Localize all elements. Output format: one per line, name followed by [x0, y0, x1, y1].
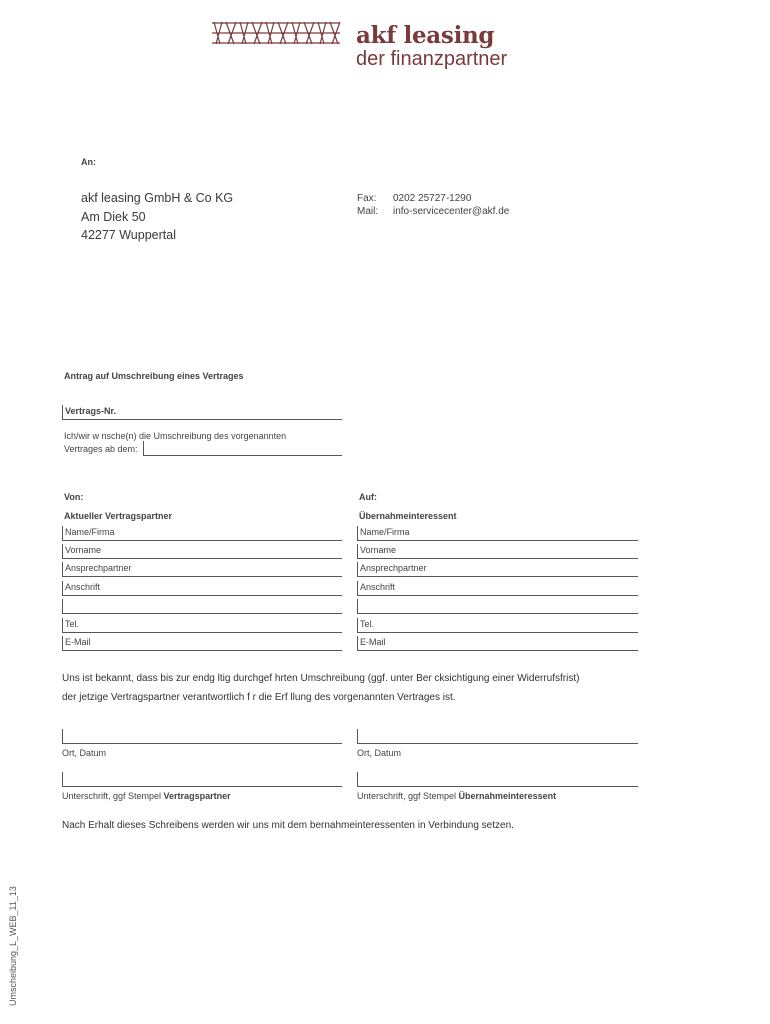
to-contact-field[interactable] — [357, 562, 638, 577]
form-title: Antrag auf Umschreibung eines Vertrages — [64, 371, 244, 381]
recipient-label: An: — [81, 157, 96, 167]
field-label: Tel. — [65, 619, 80, 629]
mail-address[interactable]: info-servicecenter@akf.de — [393, 206, 510, 217]
signature-prefix: Unterschrift, ggf Stempel — [62, 791, 164, 801]
from-address-field[interactable] — [62, 581, 342, 596]
field-label: E-Mail — [65, 637, 91, 647]
signature-prefix: Unterschrift, ggf Stempel — [357, 791, 459, 801]
left-signature-label — [62, 791, 231, 801]
field-label: Vorname — [65, 545, 102, 555]
field-label: Ansprechpartner — [360, 563, 427, 573]
fax-label: Fax: — [357, 193, 377, 204]
to-subheading: Übernahmeinteressent — [359, 511, 457, 521]
to-firstname-field[interactable] — [357, 544, 638, 559]
right-place-date-field[interactable] — [357, 729, 638, 744]
left-place-date-field[interactable] — [62, 729, 342, 744]
to-phone-field[interactable] — [357, 618, 638, 633]
statement-line2: der jetzige Vertragspartner verantwortlich f r die Erf llung des vorgenannten Vertrages ist. — [62, 692, 456, 703]
request-text-line1: Ich/wir w nsche(n) die Umschreibung des vorgenannten — [64, 431, 287, 441]
from-contact-field[interactable] — [62, 562, 342, 577]
contract-number-field[interactable] — [62, 405, 342, 420]
field-label: Anschrift — [65, 582, 101, 592]
right-place-date-label: Ort, Datum — [357, 748, 402, 758]
akf-logo-mark — [210, 20, 342, 46]
from-name-field[interactable] — [62, 526, 342, 541]
recipient-company: akf leasing GmbH & Co KG — [81, 191, 234, 205]
field-label: Ansprechpartner — [65, 563, 132, 573]
brand-name: akf leasing — [356, 22, 495, 49]
field-label: Vorname — [360, 545, 397, 555]
field-label: Anschrift — [360, 582, 396, 592]
from-address-line2-field[interactable] — [62, 599, 342, 614]
field-label: E-Mail — [360, 637, 386, 647]
from-subheading: Aktueller Vertragspartner — [64, 511, 173, 521]
right-signature-label — [357, 791, 556, 801]
to-address-field[interactable] — [357, 581, 638, 596]
fax-number: 0202 25727-1290 — [393, 193, 472, 204]
field-label: Tel. — [360, 619, 375, 629]
from-heading: Von: — [64, 492, 84, 502]
left-place-date-label: Ort, Datum — [62, 748, 107, 758]
brand-tagline: der finanzpartner — [356, 48, 508, 70]
closing-text: Nach Erhalt dieses Schreibens werden wir uns mit dem bernahmeinteressenten in Verbindung setzen. — [62, 820, 514, 831]
field-label: Name/Firma — [65, 527, 115, 537]
recipient-street: Am Diek 50 — [81, 210, 146, 224]
from-phone-field[interactable] — [62, 618, 342, 633]
request-text-line2: Vertrages ab dem: — [64, 444, 138, 454]
mail-label: Mail: — [357, 206, 379, 217]
start-date-field[interactable] — [143, 441, 342, 456]
to-email-field[interactable] — [357, 636, 638, 651]
contract-number-label: Vertrags-Nr. — [65, 406, 117, 416]
to-name-field[interactable] — [357, 526, 638, 541]
from-firstname-field[interactable] — [62, 544, 342, 559]
signature-role: Übernahmeinteressent — [458, 791, 557, 801]
from-email-field[interactable] — [62, 636, 342, 651]
signature-role: Vertragspartner — [163, 791, 231, 801]
document-code: Umscheibung_L_WEB_11_13 — [8, 886, 18, 1006]
right-signature-field[interactable] — [357, 772, 638, 787]
left-signature-field[interactable] — [62, 772, 342, 787]
to-heading: Auf: — [359, 492, 377, 502]
recipient-city: 42277 Wuppertal — [81, 228, 176, 242]
to-address-line2-field[interactable] — [357, 599, 638, 614]
field-label: Name/Firma — [360, 527, 410, 537]
statement-line1: Uns ist bekannt, dass bis zur endg ltig durchgef hrten Umschreibung (ggf. unter Ber cksichtigung einer Widerrufsfrist) — [62, 673, 580, 684]
